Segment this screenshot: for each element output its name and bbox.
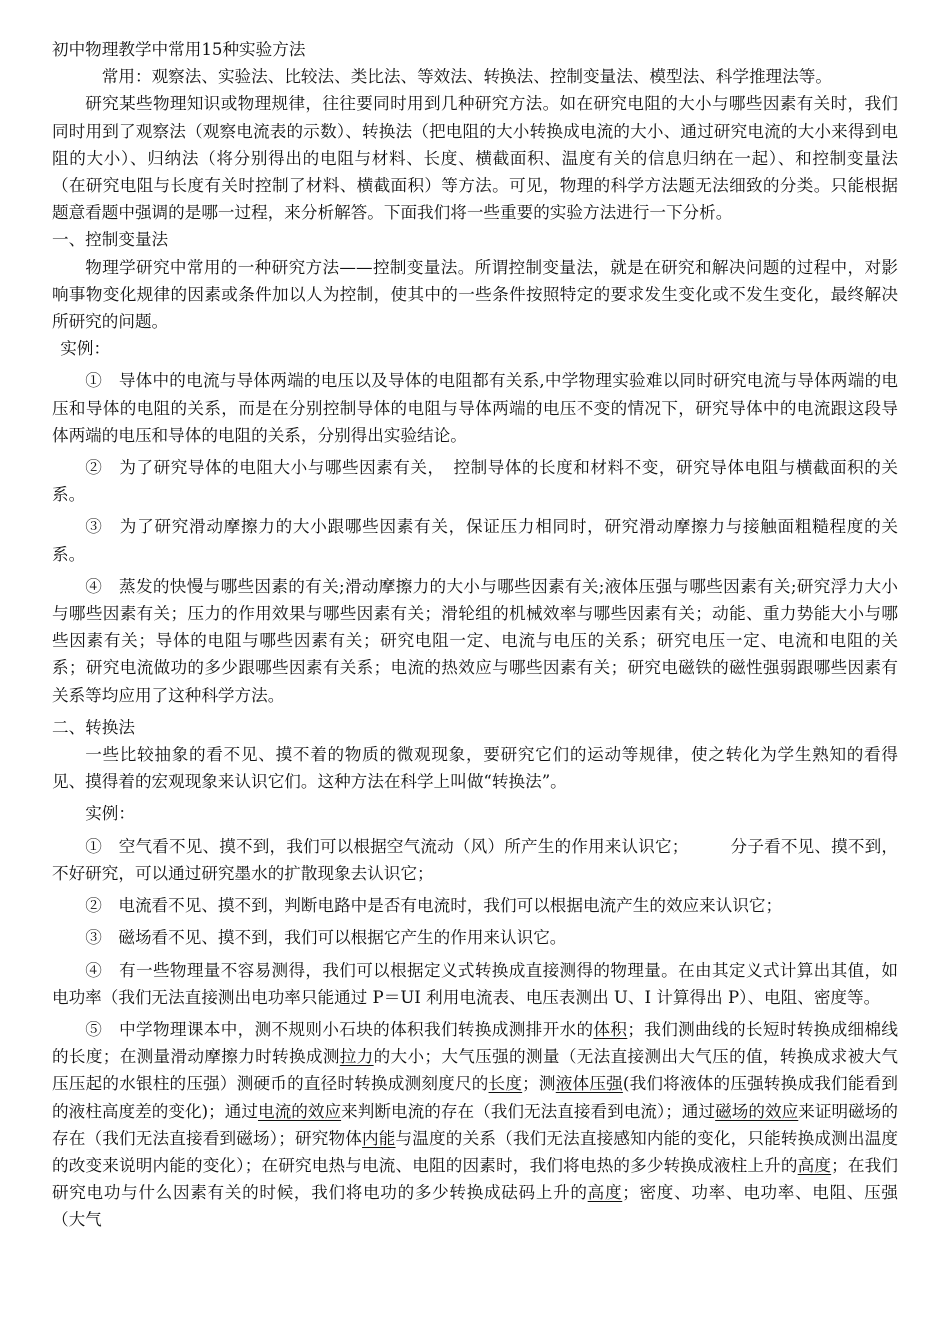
section2-example-3: ③ 磁场看不见、摸不到，我们可以根据它产生的作用来认识它。 [85, 928, 567, 948]
section2-example-1: ① 空气看不见、摸不到，我们可以根据空气流动（风）所产生的作用来认识它； 分子看不见、摸不到，不好研究，可以通过研究墨水的扩散现象去认识它； [52, 836, 898, 883]
section1-example-2: ② 为了研究导体的电阻大小与哪些因素有关， 控制导体的长度和材料不变，研究导体电阻与横截面积的关系。 [52, 458, 898, 505]
underlined-term: 电流的效应 [257, 1101, 342, 1121]
example5-text: ⑤ 中学物理课本中，测不规则小石块的体积我们转换成测排开水的 [85, 1019, 594, 1039]
underlined-term: 高度 [797, 1155, 832, 1175]
section2-example-2: ② 电流看不见、摸不到，判断电路中是否有电流时，我们可以根据电流产生的效应来认识它； [85, 896, 783, 916]
example5-text: ；测 [522, 1074, 556, 1094]
section2-description: 一些比较抽象的看不见、摸不着的物质的微观现象，要研究它们的运动等规律，使之转化为学生熟知的看得见、摸得着的宏观现象来认识它们。这种方法在科学上叫做“转换法”。 [52, 745, 898, 792]
underlined-term: 磁场的效应 [715, 1101, 799, 1121]
section-heading-control-variables: 一、控制变量法 [52, 230, 169, 250]
section2-example-5 [52, 1016, 898, 1234]
example5-text: ；在我们研究电功与什么因素有关的时候，我们将电功的多少转换成砝码上升的 [52, 1155, 899, 1203]
underlined-term: 内能 [362, 1128, 396, 1148]
example5-text: 来判断电流的存在（我们无法直接看到电流）；通过 [341, 1101, 716, 1121]
section-heading-conversion: 二、转换法 [52, 717, 135, 737]
example5-text: (我们将液体的压强转换成我们能看到的液柱高度差的变化)；通过 [52, 1074, 899, 1121]
section1-example-3: ③ 为了研究滑动摩擦力的大小跟哪些因素有关，保证压力相同时，研究滑动摩擦力与接触面粗糙程度的关系。 [52, 517, 898, 564]
section1-example-1: ① 导体中的电流与导体两端的电压以及导体的电阻都有关系,中学物理实验难以同时研究电流与导体两端的电压和导体的电阻的关系，而是在分别控制导体的电阻与导体两端的电压不变的情况下，研究导体中的电流跟这段导体两端的电压和导体的电阻的关系，分别得出实验结论。 [52, 371, 898, 445]
underlined-term: 长度 [488, 1074, 523, 1094]
section2-example-4: ④ 有一些物理量不容易测得，我们可以根据定义式转换成直接测得的物理量。在由其定义式计算出其值，如电功率（我们无法直接测出电功率只能通过 P＝UI 利用电流表、电压表测出 U、I 计算得出 P）、电阻、密度等。 [52, 960, 898, 1007]
example5-text: 与温度的关系（我们无法直接感知内能的变化，只能转换成测出温度的改变来说明内能的变化）；在研究电热与电流、电阻的因素时，我们将电热的多少转换成液柱上升的 [52, 1128, 899, 1175]
example5-text: ；密度、功率、电功率、电阻、压强（大气 [52, 1183, 899, 1230]
underlined-term: 体积 [593, 1019, 628, 1039]
underlined-term: 液体压强 [555, 1074, 623, 1094]
section1-example-4: ④ 蒸发的快慢与哪些因素的有关;滑动摩擦力的大小与哪些因素有关;液体压强与哪些因素有关;研究浮力大小与哪些因素有关；压力的作用效果与哪些因素有关；滑轮组的机械效率与哪些因素有关；动能、重力势能大小与哪些因素有关；导体的电阻与哪些因素有关；研究电阻一定、电流与电压的关系；研究电压一定、电流和电阻的关系；研究电流做功的多少跟哪些因素有关系；电流的热效应与哪些因素有关；研究电磁铁的磁性强弱跟哪些因素有关系等均应用了这种科学方法。 [52, 576, 898, 705]
intro-common-methods: 常用：观察法、实验法、比较法、类比法、等效法、转换法、控制变量法、模型法、科学推理法等。 [101, 67, 832, 87]
underlined-term: 高度 [587, 1183, 623, 1203]
section1-description: 物理学研究中常用的一种研究方法——控制变量法。所谓控制变量法，就是在研究和解决问题的过程中，对影响事物变化规律的因素或条件加以人为控制，使其中的一些条件按照特定的要求发生变化或不发生变化，最终解决所研究的问题。 [52, 257, 898, 332]
example5-text: ；我们测曲线的长短时转换成细棉线的长度；在测量滑动摩擦力时转换成测 [52, 1019, 899, 1067]
intro-paragraph: 研究某些物理知识或物理规律，往往要同时用到几种研究方法。如在研究电阻的大小与哪些因素有关时，我们同时用到了观察法（观察电流表的示数）、转换法（把电阻的大小转换成电流的大小、通过研究电流的大小来得到电阻的大小）、归纳法（将分别得出的电阻与材料、长度、横截面积、温度有关的信息归纳在一起）、和控制变量法（在研究电阻与长度有关时控制了材料、横截面积）等方法。可见，物理的科学方法题无法细致的分类。只能根据题意看题中强调的是哪一过程，来分析解答。下面我们将一些重要的实验方法进行一下分析。 [52, 94, 898, 223]
section1-examples-label: 实例： [60, 339, 111, 359]
section2-examples-label: 实例： [85, 804, 135, 824]
example5-text: 来证明磁场的存在（我们无法直接看到磁场）；研究物体 [52, 1101, 898, 1148]
example5-text: 的大小；大气压强的测量（无法直接测出大气压的值，转换成求被大气压压起的水银柱的压强）测硬币的直径时转换成测刻度尺的 [52, 1047, 899, 1094]
document-title: 初中物理教学中常用15种实验方法 [52, 40, 306, 59]
underlined-term: 拉力 [339, 1047, 374, 1067]
